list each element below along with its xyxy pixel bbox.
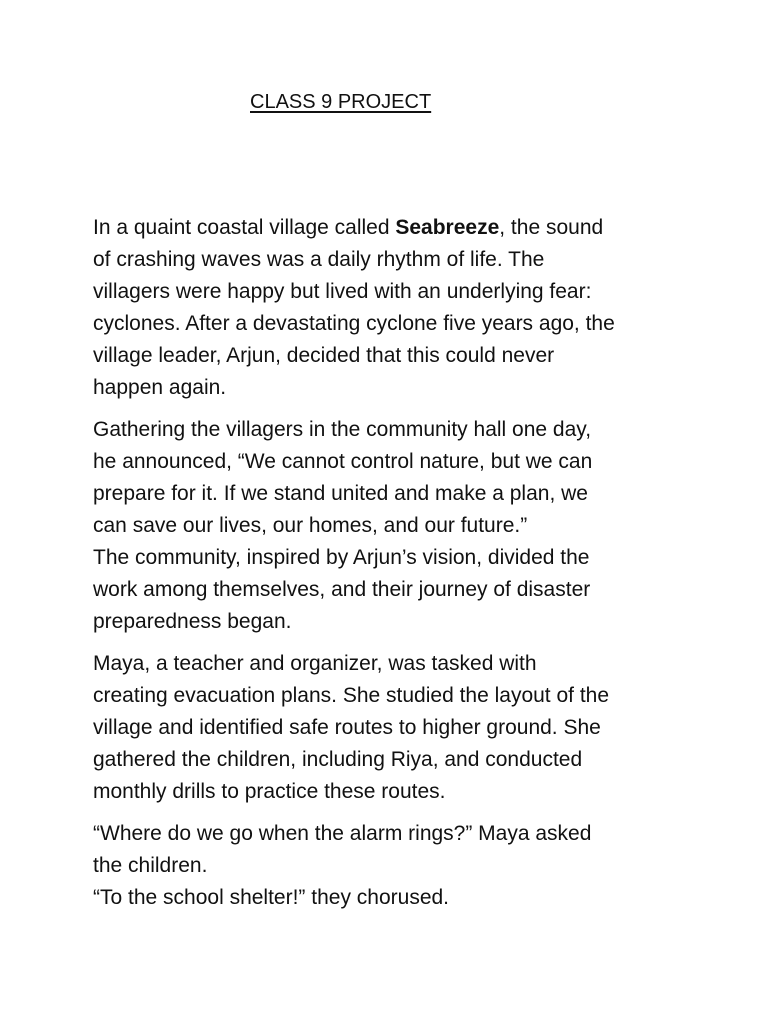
- text-line: village leader, Arjun, decided that this could never: [93, 344, 555, 367]
- text-segment: In a quaint coastal village called: [93, 216, 396, 239]
- text-line: he announced, “We cannot control nature, but we can: [93, 450, 593, 473]
- village-name: Seabreeze: [395, 216, 500, 239]
- text-line: happen again.: [93, 376, 227, 399]
- text-line: prepare for it. If we stand united and make a plan, we: [93, 482, 588, 505]
- paragraph-1: [93, 212, 693, 404]
- text-line: creating evacuation plans. She studied the layout of the: [93, 684, 610, 707]
- text-line: gathered the children, including Riya, and conducted: [93, 748, 583, 771]
- paragraph-2: [93, 414, 693, 638]
- text-line: cyclones. After a devastating cyclone five years ago, the: [93, 312, 615, 335]
- text-line: the children.: [93, 854, 208, 877]
- text-line: [93, 212, 693, 244]
- text-line: Gathering the villagers in the community hall one day,: [93, 418, 592, 441]
- paragraph-4: [93, 818, 693, 914]
- text-line: villagers were happy but lived with an underlying fear:: [93, 280, 592, 303]
- page-title: CLASS 9 PROJECT: [250, 91, 432, 113]
- text-line: work among themselves, and their journey of disaster: [93, 578, 591, 601]
- text-line: of crashing waves was a daily rhythm of life. The: [93, 248, 545, 271]
- text-segment: , the sound: [499, 216, 604, 239]
- text-line: “To the school shelter!” they chorused.: [93, 886, 450, 909]
- text-line: The community, inspired by Arjun’s vision, divided the: [93, 546, 590, 569]
- document-body: [93, 212, 693, 924]
- text-line: “Where do we go when the alarm rings?” Maya asked: [93, 822, 592, 845]
- text-line: Maya, a teacher and organizer, was tasked with: [93, 652, 537, 675]
- text-line: can save our lives, our homes, and our future.”: [93, 514, 528, 537]
- text-line: monthly drills to practice these routes.: [93, 780, 446, 803]
- text-line: village and identified safe routes to higher ground. She: [93, 716, 601, 739]
- text-line: preparedness began.: [93, 610, 292, 633]
- paragraph-3: [93, 648, 693, 808]
